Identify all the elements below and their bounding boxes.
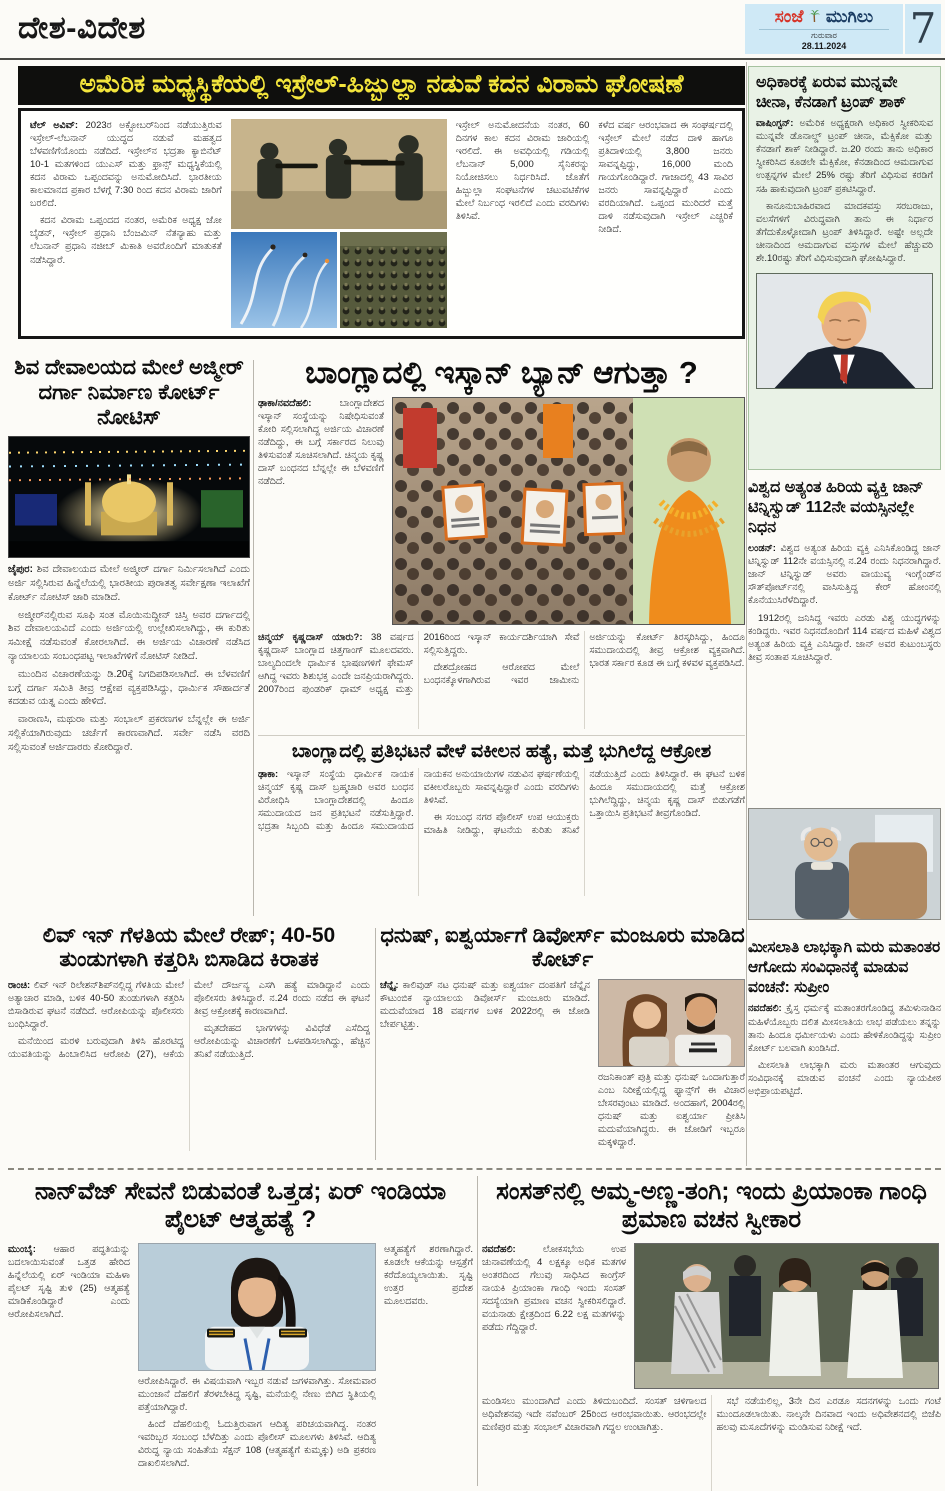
rape-p1: ಲಿವ್ ಇನ್ ರಿಲೇಶನ್‌ಶಿಪ್‌ನಲ್ಲಿದ್ದ ಗೆಳತಿಯ ಮೇಲೆ ಅತ್ಯಾಚಾರ ಮಾಡಿ, ಬಳಿಕ 40-50 ತುಂಡುಗಳಾಗಿ ಕತ್ತರಿಸಿ ಬಿಸಾಡಿರುವ ಘಟನೆ ನಡೆದಿದೆ. ಆರೋಪಿಯನ್ನು ಪೊಲೀಸರು ಬಂಧಿಸಿದ್ದಾರೆ.	[8, 979, 185, 1031]
pilot-content	[8, 1243, 473, 1473]
article-temple	[8, 356, 250, 931]
column-divider-right-rail	[746, 62, 747, 1166]
photo-rocket-trails	[231, 232, 337, 328]
ceasefire-p3: ಇಸ್ರೇಲ್ ಅನುಮೋದನೆಯ ನಂತರ, 60 ದಿನಗಳ ಕಾಲ ಕದನ ವಿರಾಮ ಜಾರಿಯಲ್ಲಿ ಇರಲಿದೆ. ಈ ಅವಧಿಯಲ್ಲಿ ಗಡಿಯಲ್ಲಿ ಲೆಬನಾನ್ 5,000 ಸೈನಿಕರನ್ನು ನಿಯೋಜಿಸಲು ನಿರ್ಧರಿಸಿದೆ. ಜೊತೆಗೆ ಹಿಜ್ಬುಲ್ಲಾ ಸಂಘಟನೆಗಳ ಚಟುವಟಿಕೆಗಳ ಮೇಲೆ ನಿರ್ಬಂಧ ಇರಲಿದೆ ಎಂದು ವರದಿಗಳು ತಿಳಿಸಿವೆ.	[455, 119, 590, 223]
ceasefire-p1: 2023ರ ಅಕ್ಟೋಬರ್‌ನಿಂದ ನಡೆಯುತ್ತಿರುವ ಇಸ್ರೇಲ್-ಲೆಬನಾನ್ ಯುದ್ಧದ ನಡುವೆ ಮಹತ್ವದ ಬೆಳವಣಿಗೆಯೊಂದು ನಡೆದಿದೆ. ಇಸ್ರೇಲ್‌ನ ಭದ್ರತಾ ಕ್ಯಾಬಿನೆಟ್ 10-1 ಮತಗಳಿಂದ ಯುಎಸ್ ಮತ್ತು ಫ್ರಾನ್ಸ್ ಮಧ್ಯಸ್ಥಿಕೆಯಲ್ಲಿ ಕದನ ವಿರಾಮ ಒಪ್ಪಂದವನ್ನು ಅನುಮೋದಿಸಿದೆ. ಭಾರತೀಯ ಕಾಲಮಾನದ ಪ್ರಕಾರ ಬೆಳಗ್ಗೆ 7:30 ರಿಂದ ಕದನ ವಿರಾಮ ಜಾರಿಗೆ ಬರಲಿದೆ.	[30, 119, 222, 210]
divorce-col-2	[598, 979, 745, 1153]
priyanka-content	[482, 1243, 941, 1389]
divorce-col-1	[380, 979, 590, 1153]
paper-logo	[745, 7, 903, 28]
page-number: 7	[905, 4, 941, 54]
pilot-col-1	[8, 1243, 130, 1473]
masthead-day: ಗುರುವಾರ	[759, 29, 889, 41]
oldest-headline: ವಿಶ್ವದ ಅತ್ಯಂತ ಹಿರಿಯ ವ್ಯಕ್ತಿ ಜಾನ್ ಟಿನ್ನಿಸ್ವುಡ್ 112ನೇ ವಯಸ್ಸಿನಲ್ಲೇ ನಿಧನ	[748, 479, 924, 536]
photo-dhanush-aishwarya	[598, 979, 745, 1067]
ceasefire-col-3	[456, 119, 590, 328]
priyanka-p1: ಲೋಕಸಭೆಯ ಉಪ ಚುನಾವಣೆಯಲ್ಲಿ 4 ಲಕ್ಷಕ್ಕೂ ಅಧಿಕ ಮತಗಳ ಅಂತರದಿಂದ ಗೆಲುವು ಸಾಧಿಸಿದ ಕಾಂಗ್ರೆಸ್ ನಾಯಕಿ ಪ್ರಿಯಾಂಕಾ ಗಾಂಧಿ ಇಂದು ಸಂಸತ್ ಸದಸ್ಯೆಯಾಗಿ ಪ್ರಮಾಣ ವಚನ ಸ್ವೀಕರಿಸಲಿದ್ದಾರೆ. ವಯನಾಡು ಕ್ಷೇತ್ರದಿಂದ 6.22 ಲಕ್ಷ ಮತಗಳನ್ನು ಪಡೆದು ಗೆದ್ದಿದ್ದಾರೆ.	[482, 1243, 626, 1334]
supreme-dateline: ನವದೆಹಲಿ:	[748, 1003, 782, 1015]
palm-tree-icon	[808, 8, 821, 28]
ceasefire-headline: ಅಮೆರಿಕ ಮಧ್ಯಸ್ಥಿಕೆಯಲ್ಲಿ ಇಸ್ರೇಲ್-ಹಿಜ್ಬುಲ್ಲಾ ನಡುವೆ ಕದನ ವಿರಾಮ ಘೋಷಣೆ	[18, 66, 745, 105]
photo-soldiers	[231, 119, 447, 229]
pilot-headline: ನಾನ್‌ವೆಜ್ ಸೇವನೆ ಬಿಡುವಂತೆ ಒತ್ತಡ; ಏರ್ ಇಂಡಿಯಾ ಪೈಲಟ್ ಆತ್ಮಹತ್ಯೆ ?	[34, 1178, 447, 1234]
pilot-col-3	[384, 1243, 473, 1473]
lawyer-p2: ಈ ಸಂಬಂಧ ನಗರ ಪೊಲೀಸ್ ಉಪ ಆಯುಕ್ತರು ಮಾಹಿತಿ ನೀಡಿದ್ದು, ಘಟನೆಯ ಕುರಿತು ತನಿಖೆ ನಡೆಯುತ್ತಿದೆ ಎಂದು ತಿಳಿಸಿದ್ದಾರೆ. ಈ ಘಟನೆ ಬಳಿಕ ಹಿಂದೂ ಸಮುದಾಯದಲ್ಲಿ ಮತ್ತೆ ಆಕ್ರೋಶ ಭುಗಿಲೆದ್ದಿದ್ದು, ಚಿನ್ಮಯ ಕೃಷ್ಣ ದಾಸ್ ಬಿಡುಗಡೆಗೆ ಒತ್ತಾಯಿಸಿ ಪ್ರತಿಭಟನೆ ತೀವ್ರಗೊಂಡಿದೆ.	[423, 768, 745, 836]
supreme-body	[748, 1002, 941, 1150]
header-rule	[0, 58, 945, 60]
photo-gandhi-family	[634, 1243, 939, 1389]
article-iskcon	[258, 356, 745, 896]
rape-headline: ಲಿವ್ ಇನ್ ಗೆಳತಿಯ ಮೇಲೆ ರೇಪ್; 40-50 ತುಂಡುಗಳಾಗಿ ಕತ್ತರಿಸಿ ಬಿಸಾಡಿದ ಕಿರಾತಕ	[42, 924, 336, 972]
temple-p3: ಮುಂದಿನ ವಿಚಾರಣೆಯನ್ನು ಡಿ.20ಕ್ಕೆ ನಿಗದಿಪಡಿಸಲಾಗಿದೆ. ಈ ಬೆಳವಣಿಗೆ ಬಗ್ಗೆ ದರ್ಗಾ ಸಮಿತಿ ತೀವ್ರ ಆಕ್ಷೇಪ ವ್ಯಕ್ತಪಡಿಸಿದ್ದು, ಧಾರ್ಮಿಕ ಸೌಹಾರ್ದತೆ ಕದಡುವ ಯತ್ನ ಎಂದು ಹೇಳಿದೆ.	[8, 668, 250, 708]
column-divider-left	[253, 360, 254, 916]
rape-p3: ಮೃತದೇಹದ ಭಾಗಗಳನ್ನು ವಿವಿಧೆಡೆ ಎಸೆದಿದ್ದ ಆರೋಪಿಯನ್ನು ವಿಚಾರಣೆಗೆ ಒಳಪಡಿಸಲಾಗಿದ್ದು, ಹೆಚ್ಚಿನ ತನಿಖೆ ನಡೆಯುತ್ತಿದೆ.	[194, 1023, 370, 1061]
trump-dateline: ವಾಷಿಂಗ್ಟನ್:	[756, 118, 794, 129]
iskcon-dateline: ಢಾಕಾ/ನವದೆಹಲಿ:	[258, 397, 312, 409]
supreme-p1: ಕ್ರೈಸ್ತ ಧರ್ಮಕ್ಕೆ ಮತಾಂತರಗೊಂಡಿದ್ದ ತಮಿಳುನಾಡಿನ ಮಹಿಳೆಯೊಬ್ಬರು ದಲಿತ ಮೀಸಲಾತಿಯ ಲಾಭ ಪಡೆಯಲು ತನ್ನನ್ನು ತಾನು ಹಿಂದೂ ಧರ್ಮೀಯಳು ಎಂದು ಹೇಳಿಕೊಂಡಿದ್ದನ್ನು ಸುಪ್ರೀಂ ಕೋರ್ಟ್ ಬಲವಾಗಿ ಖಂಡಿಸಿದೆ.	[748, 1003, 941, 1054]
photo-pilot-srishti	[138, 1243, 376, 1371]
priyanka-dateline: ನವದೆಹಲಿ:	[482, 1243, 516, 1255]
article-supreme	[748, 938, 941, 1150]
trump-body	[756, 117, 933, 269]
photo-troops	[340, 232, 447, 328]
article-oldest	[748, 478, 941, 920]
masthead	[745, 4, 903, 54]
temple-p4: ವಾರಾಣಸಿ, ಮಥುರಾ ಮತ್ತು ಸಂಭಾಲ್ ಪ್ರಕರಣಗಳ ಬೆನ್ನಲ್ಲೇ ಈ ಅರ್ಜಿ ಸಲ್ಲಿಕೆಯಾಗಿರುವುದು ಚರ್ಚೆಗೆ ಕಾರಣವಾಗಿದೆ. ಸರ್ವೇ ನಡೆಸಿ ವರದಿ ಸಲ್ಲಿಸುವಂತೆ ಅರ್ಜಿದಾರರು ಕೋರಿದ್ದಾರೆ.	[8, 714, 250, 753]
lawyer-p1: ಇಸ್ಕಾನ್ ಸಂಸ್ಥೆಯ ಧಾರ್ಮಿಕ ನಾಯಕ ಚಿನ್ಮಯ್ ಕೃಷ್ಣ ದಾಸ್ ಬ್ರಹ್ಮಚಾರಿ ಅವರ ಬಂಧನ ವಿರೋಧಿಸಿ ಬಾಂಗ್ಲಾದೇಶದಲ್ಲಿ ಹಿಂದೂ ಸಮುದಾಯದ ಜನ ಪ್ರತಿಭಟನೆ ನಡೆಸುತ್ತಿದ್ದಾರೆ. ಭದ್ರತಾ ಸಿಬ್ಬಂದಿ ಮತ್ತು ಹಿಂದೂ ಸಮುದಾಯದ ನಾಯಕನ ಅನುಯಾಯಿಗಳ ನಡುವಿನ ಘರ್ಷಣೆಯಲ್ಲಿ ವಕೀಲರೊಬ್ಬರು ಸಾವನ್ನಪ್ಪಿದ್ದಾರೆ ಎಂದು ವರದಿಗಳು ತಿಳಿಸಿವೆ.	[258, 768, 580, 832]
section-divider	[8, 1168, 941, 1170]
priyanka-p2: ಮಂಡಿಸಲು ಮುಂದಾಗಿದೆ ಎಂದು ತಿಳಿದುಬಂದಿದೆ. ಸಂಸತ್ ಚಳಿಗಾಲದ ಅಧಿವೇಶನವು ಇದೇ ನವೆಂಬರ್ 25ರಿಂದ ಆರಂಭವಾಯಿತು. ಆರಂಭದಲ್ಲೇ ಮಣಿಪುರ ಮತ್ತು ಸಂಭಾಲ್ ವಿಚಾರವಾಗಿ ಗದ್ದಲ ಉಂಟಾಗಿತ್ತು.	[482, 1395, 707, 1433]
column-divider-bottom	[477, 1176, 478, 1486]
temple-body	[8, 563, 250, 931]
rape-p2: ಮನೆಯಿಂದ ಮರಳಿ ಬರುವುದಾಗಿ ತಿಳಿಸಿ ಹೊರಟಿದ್ದ ಯುವತಿಯನ್ನು ಹಿಂಬಾಲಿಸಿದ ಆರೋಪಿ (27), ಆಕೆಯ ಮೇಲೆ ದೌರ್ಜನ್ಯ ಎಸಗಿ ಹತ್ಯೆ ಮಾಡಿದ್ದಾನೆ ಎಂದು ಪೊಲೀಸರು ತಿಳಿಸಿದ್ದಾರೆ. ನ.24 ರಂದು ನಡೆದ ಈ ಘಟನೆ ತೀವ್ರ ಆಕ್ರೋಶಕ್ಕೆ ಕಾರಣವಾಗಿದೆ.	[8, 979, 370, 1061]
oldest-body	[748, 542, 941, 808]
oldest-dateline: ಲಂಡನ್:	[748, 543, 776, 554]
trump-p1: ಅಮೆರಿಕ ಅಧ್ಯಕ್ಷರಾಗಿ ಅಧಿಕಾರ ಸ್ವೀಕರಿಸುವ ಮುನ್ನವೇ ಡೊನಾಲ್ಡ್ ಟ್ರಂಪ್ ಚೀನಾ, ಮೆಕ್ಸಿಕೋ ಮತ್ತು ಕೆನಡಾಗೆ ಶಾಕ್ ನೀಡಿದ್ದಾರೆ. ಜ.20 ರಂದು ತಾನು ಅಧಿಕಾರ ಸ್ವೀಕರಿಸಿದ ಕೂಡಲೇ ಮೆಕ್ಸಿಕೋ, ಕೆನಡಾದಿಂದ ಆಮದಾಗುವ ಉತ್ಪನ್ನಗಳ ಮೇಲೆ 25% ರಷ್ಟು ತೆರಿಗೆ ವಿಧಿಸುವ ಕರಡಿಗೆ ಸಹಿ ಹಾಕುವುದಾಗಿ ಟ್ರಂಪ್ ಪ್ರಕಟಿಸಿದ್ದಾರೆ.	[756, 118, 933, 195]
lawyer-dateline: ಢಾಕಾ:	[258, 768, 279, 780]
pilot-col-2	[138, 1243, 376, 1473]
priyanka-headline: ಸಂಸತ್‌ನಲ್ಲಿ ಅಮ್ಮ-ಅಣ್ಣ-ತಂಗಿ; ಇಂದು ಪ್ರಿಯಾಂಕಾ ಗಾಂಧಿ ಪ್ರಮಾಣ ವಚನ ಸ್ವೀಕಾರ	[496, 1178, 927, 1234]
divorce-content	[380, 979, 745, 1153]
oldest-p1: ವಿಶ್ವದ ಅತ್ಯಂತ ಹಿರಿಯ ವ್ಯಕ್ತಿ ಎನಿಸಿಕೊಂಡಿದ್ದ ಜಾನ್ ಟಿನ್ನಿಸ್ವುಡ್ 112ನೇ ವಯಸ್ಸಿನಲ್ಲಿ ನ.24 ರಂದು ನಿಧನರಾಗಿದ್ದಾರೆ. ಜಾನ್ ಟಿನ್ನಿಸ್ವುಡ್ ಅವರು ವಾಯುವ್ಯ ಇಂಗ್ಲೆಂಡ್‌ನ ಸೌತ್‌ಪೋರ್ಟ್‌ನಲ್ಲಿ ವಾಸಿಸುತ್ತಿದ್ದ ಕೇರ್ ಹೋಂನಲ್ಲಿ ಕೊನೆಯುಸಿರೆಳೆದಿದ್ದಾರೆ.	[748, 543, 941, 607]
article-ceasefire	[18, 66, 745, 339]
iskcon-who-body: 38 ವರ್ಷದ ಕೃಷ್ಣದಾಸ್ ಬಾಂಗ್ಲಾದ ಚಿತ್ತಗಾಂಗ್ ಮೂಲದವರು. ಬಾಲ್ಯದಿಂದಲೇ ಧಾರ್ಮಿಕ ಭಾಷಣಗಳಿಗೆ ಫೇಮಸ್ ಆಗಿದ್ದ ಇವರು ಶಿಶುಭಕ್ತ ಎಂದೇ ಜನಪ್ರಿಯರಾಗಿದ್ದರು. 2007ರಿಂದ ಪುಂಡರಿಕ್ ಧಾಮ್ ಅಧ್ಯಕ್ಷ ಮತ್ತು 2016ರಿಂದ ಇಸ್ಕಾನ್ ಕಾರ್ಯದರ್ಶಿಯಾಗಿ ಸೇವೆ ಸಲ್ಲಿಸುತ್ತಿದ್ದರು.	[258, 631, 580, 696]
ceasefire-body-box	[18, 108, 745, 339]
divorce-dateline: ಚೆನ್ನೈ:	[380, 979, 399, 991]
iskcon-headline: ಬಾಂಗ್ಲಾದಲ್ಲಿ ಇಸ್ಕಾನ್ ಬ್ಯಾನ್ ಆಗುತ್ತಾ ?	[305, 355, 698, 390]
supreme-headline: ಮೀಸಲಾತಿ ಲಾಭಕ್ಕಾಗಿ ಮರು ಮತಾಂತರ ಆಗೋದು ಸಂವಿಧಾನಕ್ಕೆ ಮಾಡುವ ವಂಚನೆ: ಸುಪ್ರೀಂ	[748, 939, 941, 997]
pilot-p1: ಆಹಾರ ಪದ್ಧತಿಯನ್ನು ಬದಲಾಯಿಸುವಂತೆ ಒತ್ತಡ ಹೇರಿದ ಹಿನ್ನೆಲೆಯಲ್ಲಿ ಏರ್ ಇಂಡಿಯಾ ಮಹಿಳಾ ಪೈಲಟ್ ಸೃಷ್ಟಿ ತುಳಿ (25) ಆತ್ಮಹತ್ಯೆ ಮಾಡಿಕೊಂಡಿದ್ದಾರೆ ಎಂದು ಆರೋಪಿಸಲಾಗಿದೆ.	[8, 1243, 130, 1321]
pilot-p4: ಹಿಂದೆ ದೆಹಲಿಯಲ್ಲಿ ಓದುತ್ತಿರುವಾಗ ಆದಿತ್ಯ ಪರಿಚಯವಾಗಿದ್ದ. ನಂತರ ಇವರಿಬ್ಬರ ಸಂಬಂಧ ಬೆಳೆದಿತ್ತು ಎಂದು ಪೊಲೀಸ್ ಮೂಲಗಳು ತಿಳಿಸಿವೆ. ಆದಿತ್ಯ ವಿರುದ್ಧ ನ್ಯಾಯ ಸಂಹಿತೆಯ ಸೆಕ್ಷನ್ 108 (ಆತ್ಮಹತ್ಯೆಗೆ ಕುಮ್ಮಕ್ಕು) ಅಡಿ ಪ್ರಕರಣ ದಾಖಲಿಸಲಾಗಿದೆ.	[138, 1418, 376, 1470]
photo-dargah	[8, 436, 250, 558]
oldest-p2: 1912ರಲ್ಲಿ ಜನಿಸಿದ್ದ ಇವರು ಎರಡು ವಿಶ್ವ ಯುದ್ಧಗಳನ್ನು ಕಂಡಿದ್ದರು. ಇವರ ನಿಧನದೊಂದಿಗೆ 114 ವರ್ಷದ ಮಹಿಳೆ ವಿಶ್ವದ ಅತ್ಯಂತ ಹಿರಿಯ ವ್ಯಕ್ತಿ ಎನಿಸಿದ್ದಾರೆ. ಜಾನ್ ಅವರ ಕುಟುಂಬಸ್ಥರು ತೀವ್ರ ಸಂತಾಪ ಸೂಚಿಸಿದ್ದಾರೆ.	[748, 612, 941, 663]
section-title: ದೇಶ-ವಿದೇಶ	[18, 10, 146, 45]
divorce-p1: ಕಾಲಿವುಡ್ ನಟ ಧನುಷ್ ಮತ್ತು ಐಶ್ವರ್ಯಾ ದಂಪತಿಗೆ ಚೆನ್ನೈನ ಕೌಟುಂಬಿಕ ನ್ಯಾಯಾಲಯ ಡಿವೋರ್ಸ್ ಮಂಜೂರು ಮಾಡಿದೆ. ಮದುವೆಯಾದ 18 ವರ್ಷಗಳ ಬಳಿಕ 2022ರಲ್ಲಿ ಈ ಜೋಡಿ ಬೇರ್ಪಟ್ಟಿತ್ತು.	[380, 979, 590, 1031]
pilot-under-photo	[138, 1375, 376, 1471]
divorce-p2: ರಜನಿಕಾಂತ್ ಪುತ್ರಿ ಮತ್ತು ಧನುಷ್ ಒಂದಾಗುತ್ತಾರೆ ಎಂಬ ನಿರೀಕ್ಷೆಯಲ್ಲಿದ್ದ ಫ್ಯಾನ್ಸ್‌ಗೆ ಈ ವಿಚಾರ ಬೇಸರವುಂಟು ಮಾಡಿದೆ. ಅಂದಹಾಗೆ, 2004ರಲ್ಲಿ ಧನುಷ್ ಮತ್ತು ಐಶ್ವರ್ಯಾ ಪ್ರೀತಿಸಿ ಮದುವೆಯಾಗಿದ್ದರು. ಈ ಜೋಡಿಗೆ ಇಬ್ಬರೂ ಮಕ್ಕಳಿದ್ದಾರೆ.	[598, 1071, 745, 1149]
temple-dateline: ಜೈಪುರ:	[8, 564, 33, 576]
article-rape	[8, 924, 370, 1151]
iskcon-lead	[258, 397, 745, 625]
ceasefire-col-1	[30, 119, 222, 328]
priyanka-p3: ಸಭೆ ನಡೆಯಲಿಲ್ಲ, 3ನೇ ದಿನ ಎರಡೂ ಸದನಗಳನ್ನು ಒಂದು ಗಂಟೆ ಮುಂದೂಡಲಾಯಿತು. ನಾಲ್ಕನೇ ದಿನವಾದ ಇಂದು ಅಧಿವೇಶನದಲ್ಲಿ ಬಿಜೆಪಿ ಹಲವು ಮಸೂದೆಗಳನ್ನು ಮಂಡಿಸುವ ನಿರೀಕ್ಷೆ ಇದೆ.	[716, 1395, 941, 1433]
column-divider-lower	[375, 928, 376, 1160]
ceasefire-p2: ಕದನ ವಿರಾಮ ಒಪ್ಪಂದದ ನಂತರ, ಅಮೆರಿಕ ಅಧ್ಯಕ್ಷ ಜೋ ಬೈಡನ್, ಇಸ್ರೇಲ್ ಪ್ರಧಾನಿ ಬೆಂಜಮಿನ್ ನೆತನ್ಯಾಹು ಮತ್ತು ಲೆಬನಾನ್ ಪ್ರಧಾನಿ ನಜೀಬ್ ಮಿಕಾತಿ ಅವರೊಂದಿಗೆ ಮಾತುಕತೆ ನಡೆಸಿದ್ದಾರೆ.	[30, 215, 222, 266]
article-pilot	[8, 1178, 473, 1473]
trump-headline: ಅಧಿಕಾರಕ್ಕೆ ಏರುವ ಮುನ್ನವೇ ಚೀನಾ, ಕೆನಡಾಗೆ ಟ್ರಂಪ್ ಶಾಕ್	[756, 74, 907, 111]
ceasefire-col-4	[598, 119, 733, 328]
iskcon-who-label: ಚಿನ್ಮಯ್ ಕೃಷ್ಣದಾಸ್ ಯಾರು?:	[258, 631, 363, 643]
iskcon-p2: ದೇಶದ್ರೋಹದ ಆರೋಪದ ಮೇಲೆ ಬಂಧನಕ್ಕೊಳಗಾಗಿರುವ ಇವರ ಜಾಮೀನು ಅರ್ಜಿಯನ್ನು ಕೋರ್ಟ್ ತಿರಸ್ಕರಿಸಿದ್ದು, ಹಿಂದೂ ಸಮುದಾಯದಲ್ಲಿ ತೀವ್ರ ಆಕ್ರೋಶ ವ್ಯಕ್ತವಾಗಿದೆ. ಭಾರತ ಸರ್ಕಾರ ಕೂಡ ಈ ಬಗ್ಗೆ ಕಳವಳ ವ್ಯಕ್ತಪಡಿಸಿದೆ.	[423, 631, 745, 687]
iskcon-p1: ಬಾಂಗ್ಲಾದೇಶದ ಇಸ್ಕಾನ್ ಸಂಸ್ಥೆಯನ್ನು ನಿಷೇಧಿಸುವಂತೆ ಕೋರಿ ಸಲ್ಲಿಸಲಾಗಿದ್ದ ಅರ್ಜಿಯ ವಿಚಾರಣೆ ನಡೆದಿದ್ದು, ಈ ಬಗ್ಗೆ ಸರ್ಕಾರದ ನಿಲುವು ತಿಳಿಸುವಂತೆ ಸೂಚಿಸಲಾಗಿದೆ. ಚಿನ್ಮಯ ಕೃಷ್ಣ ದಾಸ್ ಬಂಧನದ ಬೆನ್ನಲ್ಲೇ ಈ ಬೆಳವಣಿಗೆ ನಡೆದಿದೆ.	[258, 397, 384, 488]
article-priyanka	[482, 1178, 941, 1491]
pilot-p2: ಆರೋಪಿಸಿದ್ದಾರೆ. ಈ ವಿಷಯವಾಗಿ ಇಬ್ಬರ ನಡುವೆ ಜಗಳವಾಗಿತ್ತು. ಸೋಮವಾರ ಮುಂಜಾನೆ ದೆಹಲಿಗೆ ತೆರಳಬೇಕಿದ್ದ ಸೃಷ್ಟಿ, ಮನೆಯಲ್ಲಿ ನೇಣು ಬಿಗಿದ ಸ್ಥಿತಿಯಲ್ಲಿ ಪತ್ತೆಯಾಗಿದ್ದಾರೆ.	[138, 1375, 376, 1413]
temple-headline: ಶಿವ ದೇವಾಲಯದ ಮೇಲೆ ಅಜ್ಮೀರ್ ದರ್ಗಾ ನಿರ್ಮಾಣ ಕೋರ್ಟ್ ನೋಟಿಸ್	[14, 356, 244, 429]
lawyer-headline: ಬಾಂಗ್ಲಾದಲ್ಲಿ ಪ್ರತಿಭಟನೆ ವೇಳೆ ವಕೀಲನ ಹತ್ಯೆ, ಮತ್ತೆ ಭುಗಿಲೆದ್ದ ಆಕ್ರೋಶ	[258, 735, 745, 763]
priyanka-col-1	[482, 1243, 626, 1389]
trump-p2: ಕಾನೂನುಬಾಹಿರವಾದ ಮಾದಕವಸ್ತು ಸರಬರಾಜು, ವಲಸೆಗಳಿಗೆ ವಿರುದ್ಧವಾಗಿ ತಾನು ಈ ನಿರ್ಧಾರ ತೆಗೆದುಕೊಳ್ಳೋದಾಗಿ ಟ್ರಂಪ್ ತಿಳಿಸಿದ್ದಾರೆ. ಅಷ್ಟೇ ಅಲ್ಲದೇ ಚೀನಾದಿಂದ ಆಮದಾಗುವ ವಸ್ತುಗಳ ಮೇಲೆ ಹೆಚ್ಚುವರಿ ಶೇ.10ರಷ್ಟು ತೆರಿಗೆ ವಿಧಿಸುವುದಾಗಿ ಘೋಷಿಸಿದ್ದಾರೆ.	[756, 200, 933, 265]
photo-iskcon-protest	[392, 397, 745, 625]
iskcon-detail	[258, 631, 745, 729]
ceasefire-photos	[231, 119, 447, 328]
divorce-headline: ಧನುಷ್, ಐಶ್ವರ್ಯಾಗೆ ಡಿವೋರ್ಸ್ ಮಂಜೂರು ಮಾಡಿದ ಕೋರ್ಟ್	[380, 924, 745, 972]
priyanka-lower	[482, 1395, 941, 1491]
rape-body	[8, 979, 370, 1151]
temple-p1: ಶಿವ ದೇವಾಲಯದ ಮೇಲೆ ಅಜ್ಮೀರ್ ದರ್ಗಾ ನಿರ್ಮಿಸಲಾಗಿದೆ ಎಂದು ಅರ್ಜಿ ಸಲ್ಲಿಸಿರುವ ಹಿನ್ನೆಲೆಯಲ್ಲಿ ಭಾರತೀಯ ಪುರಾತತ್ವ ಸರ್ವೇಕ್ಷಣಾ ಇಲಾಖೆಗೆ ಕೋರ್ಟ್ ನೋಟಿಸ್ ಜಾರಿ ಮಾಡಿದೆ.	[8, 564, 250, 603]
paper-name-left: ಸಂಜೆ	[774, 7, 804, 26]
supreme-p2: ಮೀಸಲಾತಿ ಲಾಭಕ್ಕಾಗಿ ಮರು ಮತಾಂತರ ಆಗುವುದು ಸಂವಿಧಾನಕ್ಕೆ ಮಾಡುವ ವಂಚನೆ ಎಂದು ನ್ಯಾಯಪೀಠ ಅಭಿಪ್ರಾಯಪಟ್ಟಿದೆ.	[748, 1059, 941, 1098]
temple-p2: ಅಜ್ಮೀರ್‌ನಲ್ಲಿರುವ ಸೂಫಿ ಸಂತ ಮೊಯಿನುದ್ದೀನ್ ಚಿಸ್ತಿ ಅವರ ದರ್ಗಾದಲ್ಲಿ ಶಿವ ದೇವಾಲಯವಿದೆ ಎಂದು ಅರ್ಜಿಯಲ್ಲಿ ಉಲ್ಲೇಖಿಸಲಾಗಿದ್ದು, ಈ ಕುರಿತು ಸಮೀಕ್ಷೆ ನಡೆಸುವಂತೆ ಕೋರಲಾಗಿದೆ. ಈ ಅರ್ಜಿಯ ವಿಚಾರಣೆ ನಡೆಸಿದ ನ್ಯಾಯಾಲಯ ಸಂಬಂಧಪಟ್ಟ ಇಲಾಖೆಗಳಿಗೆ ನೋಟಿಸ್ ನೀಡಿದೆ.	[8, 609, 250, 663]
photo-trump	[756, 273, 933, 389]
rape-dateline: ರಾಂಚಿ:	[8, 979, 31, 991]
iskcon-col-1	[258, 397, 384, 625]
lawyer-body	[258, 768, 745, 896]
article-trump	[748, 66, 941, 470]
masthead-date: 28.11.2024	[801, 40, 847, 51]
paper-name-right: ಮುಗಿಲು	[825, 7, 874, 26]
pilot-dateline: ಮುಂಬೈ:	[8, 1243, 36, 1255]
photo-john-tinniswood	[748, 808, 941, 920]
article-divorce	[380, 924, 745, 1153]
ceasefire-dateline: ಟೆಲ್ ಅವಿವ್:	[30, 119, 79, 131]
divorce-under-photo	[598, 1071, 745, 1151]
pilot-p3: ಆತ್ಮಹತ್ಯೆಗೆ ಶರಣಾಗಿದ್ದಾರೆ. ಕೂಡಲೇ ಆಕೆಯನ್ನು ಆಸ್ಪತ್ರೆಗೆ ಕರೆದೊಯ್ಯಲಾಯಿತು. ಸೃಷ್ಟಿ ಉತ್ತರ ಪ್ರದೇಶ ಮೂಲದವರು.	[384, 1243, 473, 1308]
ceasefire-p4: ಕಳೆದ ವರ್ಷ ಆರಂಭವಾದ ಈ ಸಂಘರ್ಷದಲ್ಲಿ ಇಸ್ರೇಲ್ ಮೇಲೆ ನಡೆದ ದಾಳಿ ಹಾಗೂ ಪ್ರತಿದಾಳಿಯಲ್ಲಿ 3,800 ಜನರು ಸಾವನ್ನಪ್ಪಿದ್ದು, 16,000 ಮಂದಿ ಗಾಯಗೊಂಡಿದ್ದಾರೆ. ಗಾಜಾದಲ್ಲಿ 43 ಸಾವಿರ ಜನರು ಸಾವನ್ನಪ್ಪಿದ್ದಾರೆ ಎಂದು ವರದಿಯಾಗಿದೆ. ಒಪ್ಪಂದ ಮುರಿದರೆ ಮತ್ತೆ ದಾಳಿ ನಡೆಸುವುದಾಗಿ ಇಸ್ರೇಲ್ ಎಚ್ಚರಿಕೆ ನೀಡಿದೆ.	[598, 119, 733, 236]
